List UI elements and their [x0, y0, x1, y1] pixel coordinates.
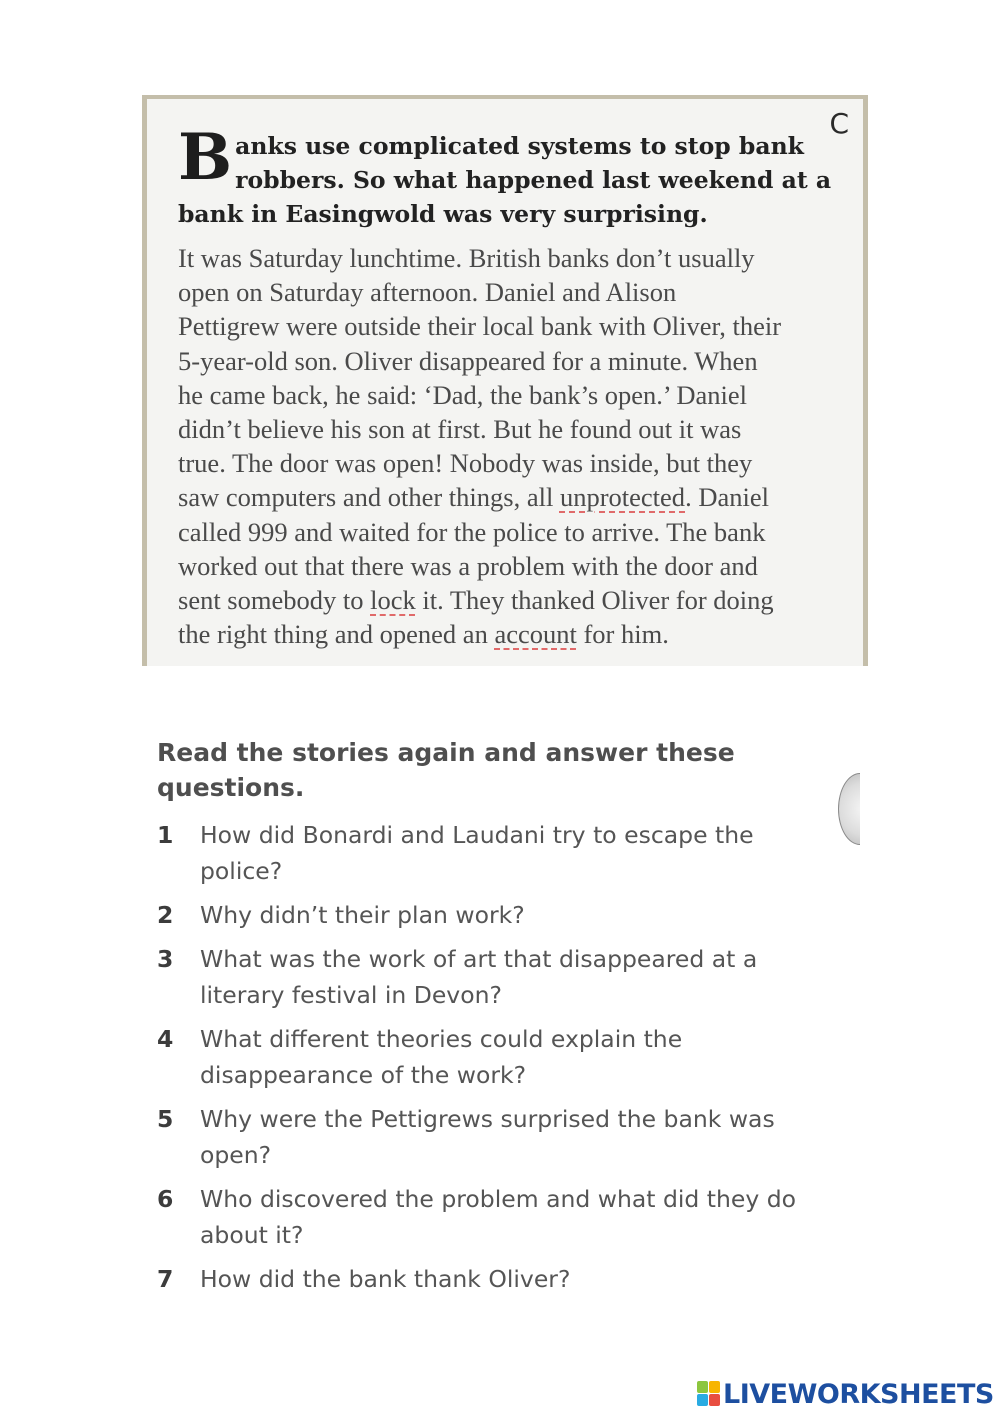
body-line: [178, 617, 848, 651]
question-number: 6: [157, 1185, 174, 1213]
body-line: It was Saturday lunchtime. British banks don’t usually: [178, 243, 755, 273]
heading-line: questions.: [157, 773, 305, 802]
question-number: 1: [157, 821, 174, 849]
question-number: 5: [157, 1105, 174, 1133]
question-item: [157, 897, 857, 933]
text-segment: for him.: [576, 619, 669, 650]
body-line: open on Saturday afternoon. Daniel and Alison: [178, 277, 677, 308]
question-number: 2: [157, 901, 174, 929]
underlined-word: lock: [370, 585, 416, 616]
text-segment: it. They thanked Oliver for doing: [415, 585, 774, 616]
question-text: What was the work of art that disappeared at a: [200, 945, 758, 973]
liveworksheets-logo-icon: [697, 1381, 721, 1407]
body-line: he came back, he said: ‘Dad, the bank’s open.’ Daniel: [178, 379, 748, 410]
question-text: Who discovered the problem and what did they do: [200, 1185, 797, 1213]
question-number: 7: [157, 1265, 174, 1293]
question-text: open?: [200, 1141, 272, 1169]
question-item: [157, 1261, 857, 1297]
questions-heading: [157, 735, 797, 805]
body-line: [178, 583, 848, 617]
body-line: didn’t believe his son at first. But he found out it was: [178, 414, 742, 445]
underlined-word: unprotected: [559, 482, 686, 513]
question-text: How did Bonardi and Laudani try to escape the: [200, 821, 754, 849]
body-line: worked out that there was a problem with the door and: [178, 550, 758, 581]
question-text: police?: [200, 857, 283, 885]
logo-text: LIVEWORKSHEETS: [723, 1378, 994, 1410]
body-line: true. The door was open! Nobody was inside, but they: [178, 448, 753, 479]
article-headline: [178, 120, 832, 231]
drop-cap: B: [178, 120, 233, 195]
question-text: about it?: [200, 1221, 304, 1249]
question-text: Why were the Pettigrews surprised the bank was: [200, 1105, 775, 1133]
question-text: Why didn’t their plan work?: [200, 901, 525, 929]
question-item: [157, 1181, 857, 1253]
headline-line: bank in Easingwold was very surprising.: [178, 200, 708, 228]
text-segment: . Daniel: [685, 482, 769, 513]
question-item: [157, 1101, 857, 1173]
section-label: C: [829, 107, 849, 140]
body-line: 5-year-old son. Oliver disappeared for a minute. When: [178, 345, 758, 376]
question-text: What different theories could explain the: [200, 1025, 683, 1053]
article-box: [142, 95, 868, 666]
question-item: [157, 817, 857, 889]
headline-line: anks use complicated systems to stop bank: [235, 132, 804, 160]
question-item: [157, 941, 857, 1013]
underlined-word: account: [494, 619, 577, 650]
text-segment: sent somebody to: [178, 585, 371, 616]
liveworksheets-logo[interactable]: [697, 1377, 994, 1411]
question-number: 3: [157, 945, 174, 973]
body-line: Pettigrew were outside their local bank with Oliver, their: [178, 311, 782, 342]
text-segment: saw computers and other things, all: [178, 482, 560, 513]
question-list: [157, 817, 857, 1305]
headline-line: robbers. So what happened last weekend at a: [235, 166, 832, 194]
question-number: 4: [157, 1025, 174, 1053]
question-text: How did the bank thank Oliver?: [200, 1265, 571, 1293]
body-line: [178, 480, 848, 514]
body-line: called 999 and waited for the police to arrive. The bank: [178, 516, 766, 547]
question-item: [157, 1021, 857, 1093]
text-segment: the right thing and opened an: [178, 619, 495, 650]
article-body: [178, 241, 848, 651]
heading-line: Read the stories again and answer these: [157, 738, 735, 767]
question-text: literary festival in Devon?: [200, 981, 502, 1009]
question-text: disappearance of the work?: [200, 1061, 527, 1089]
